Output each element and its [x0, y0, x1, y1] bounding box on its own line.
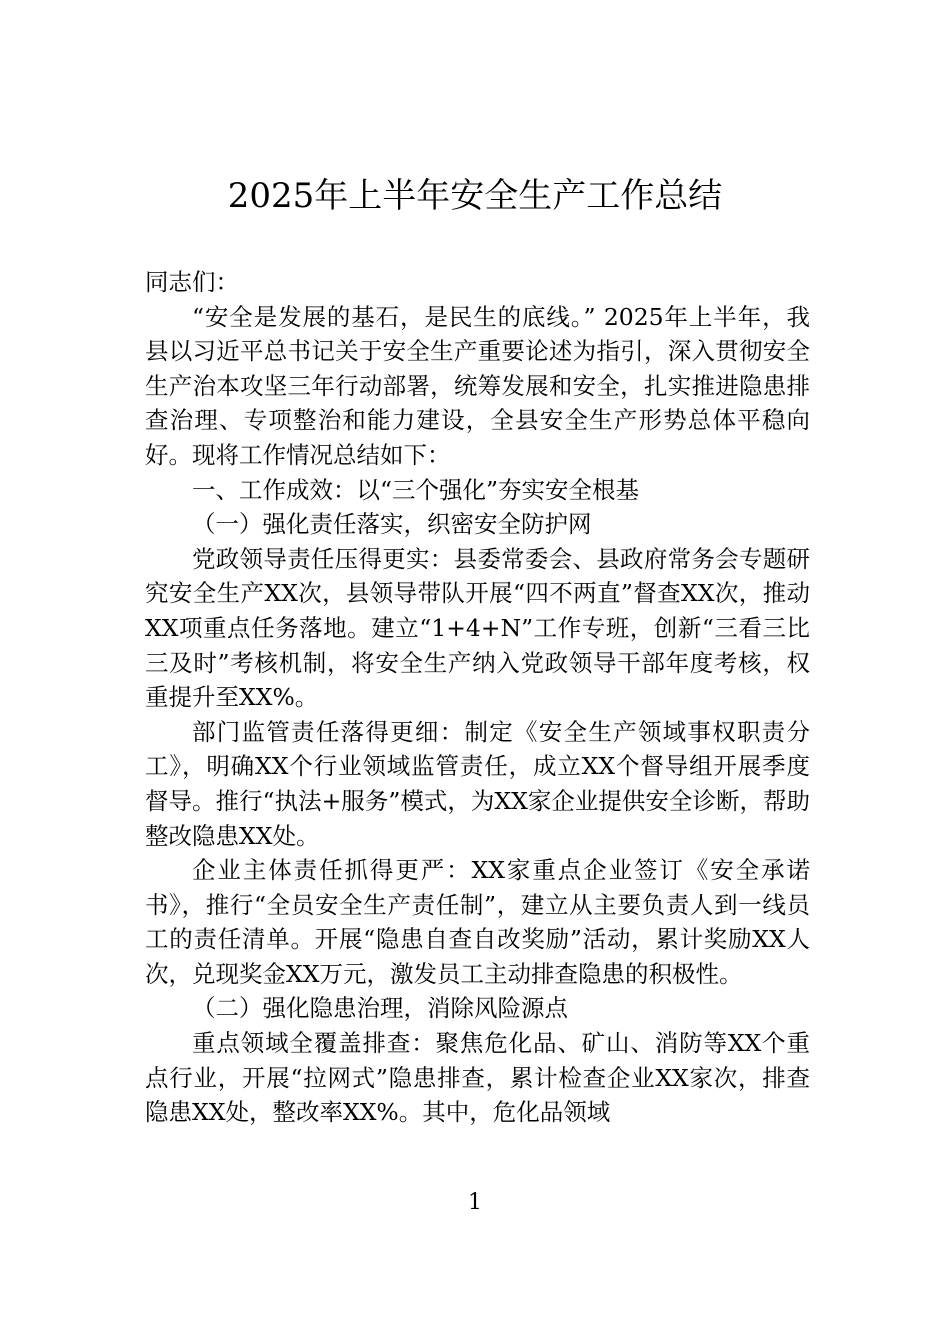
- document-title: 2025年上半年安全生产工作总结: [227, 176, 723, 216]
- page-number: 1: [468, 1190, 482, 1215]
- subsection-heading-2: （二）强化隐患治理，消除风险源点: [192, 994, 568, 1023]
- section-heading-1: 一、工作成效：以“三个强化”夯实安全根基: [192, 475, 640, 504]
- paragraph-department-responsibility: 部门监管责任落得更细：制定《安全生产领域事权职责分工》，明确XX个行业领域监管责任，成立XX个督导组开展季度督导。推行“执法+服务”模式，为XX家企业提供安全诊断，帮助整改隐患XX处。: [145, 717, 810, 850]
- paragraph-enterprise-responsibility: 企业主体责任抓得更严：XX家重点企业签订《安全承诺书》，推行“全员安全生产责任制”，建立从主要负责人到一线员工的责任清单。开展“隐患自查自改奖励”活动，累计奖励XX人次，兑现奖金XX万元，激发员工主动排查隐患的积极性。: [145, 856, 810, 988]
- paragraph-key-areas: 重点领域全覆盖排查：聚焦危化品、矿山、消防等XX个重点行业，开展“拉网式”隐患排查，累计检查企业XX家次，排查隐患XX处，整改率XX%。其中，危化品领域: [145, 1029, 810, 1127]
- intro-paragraph: “安全是发展的基石，是民生的底线。” 2025年上半年，我县以习近平总书记关于安全生产重要论述为指引，深入贯彻安全生产治本攻坚三年行动部署，统筹发展和安全，扎实推进隐患排查治理、专项整治和能力建设，全县安全生产形势总体平稳向好。现将工作情况总结如下：: [145, 302, 810, 469]
- paragraph-party-responsibility: 党政领导责任压得更实：县委常委会、县政府常务会专题研究安全生产XX次，县领导带队开展“四不两直”督查XX次，推动XX项重点任务落地。建立“1+4+N”工作专班，创新“三看三比三及时”考核机制，将安全生产纳入党政领导干部年度考核，权重提升至XX%。: [145, 544, 810, 712]
- salutation: 同志们：: [145, 268, 239, 296]
- subsection-heading-1: （一）强化责任落实，织密安全防护网: [192, 510, 592, 539]
- document-body: [145, 265, 810, 1130]
